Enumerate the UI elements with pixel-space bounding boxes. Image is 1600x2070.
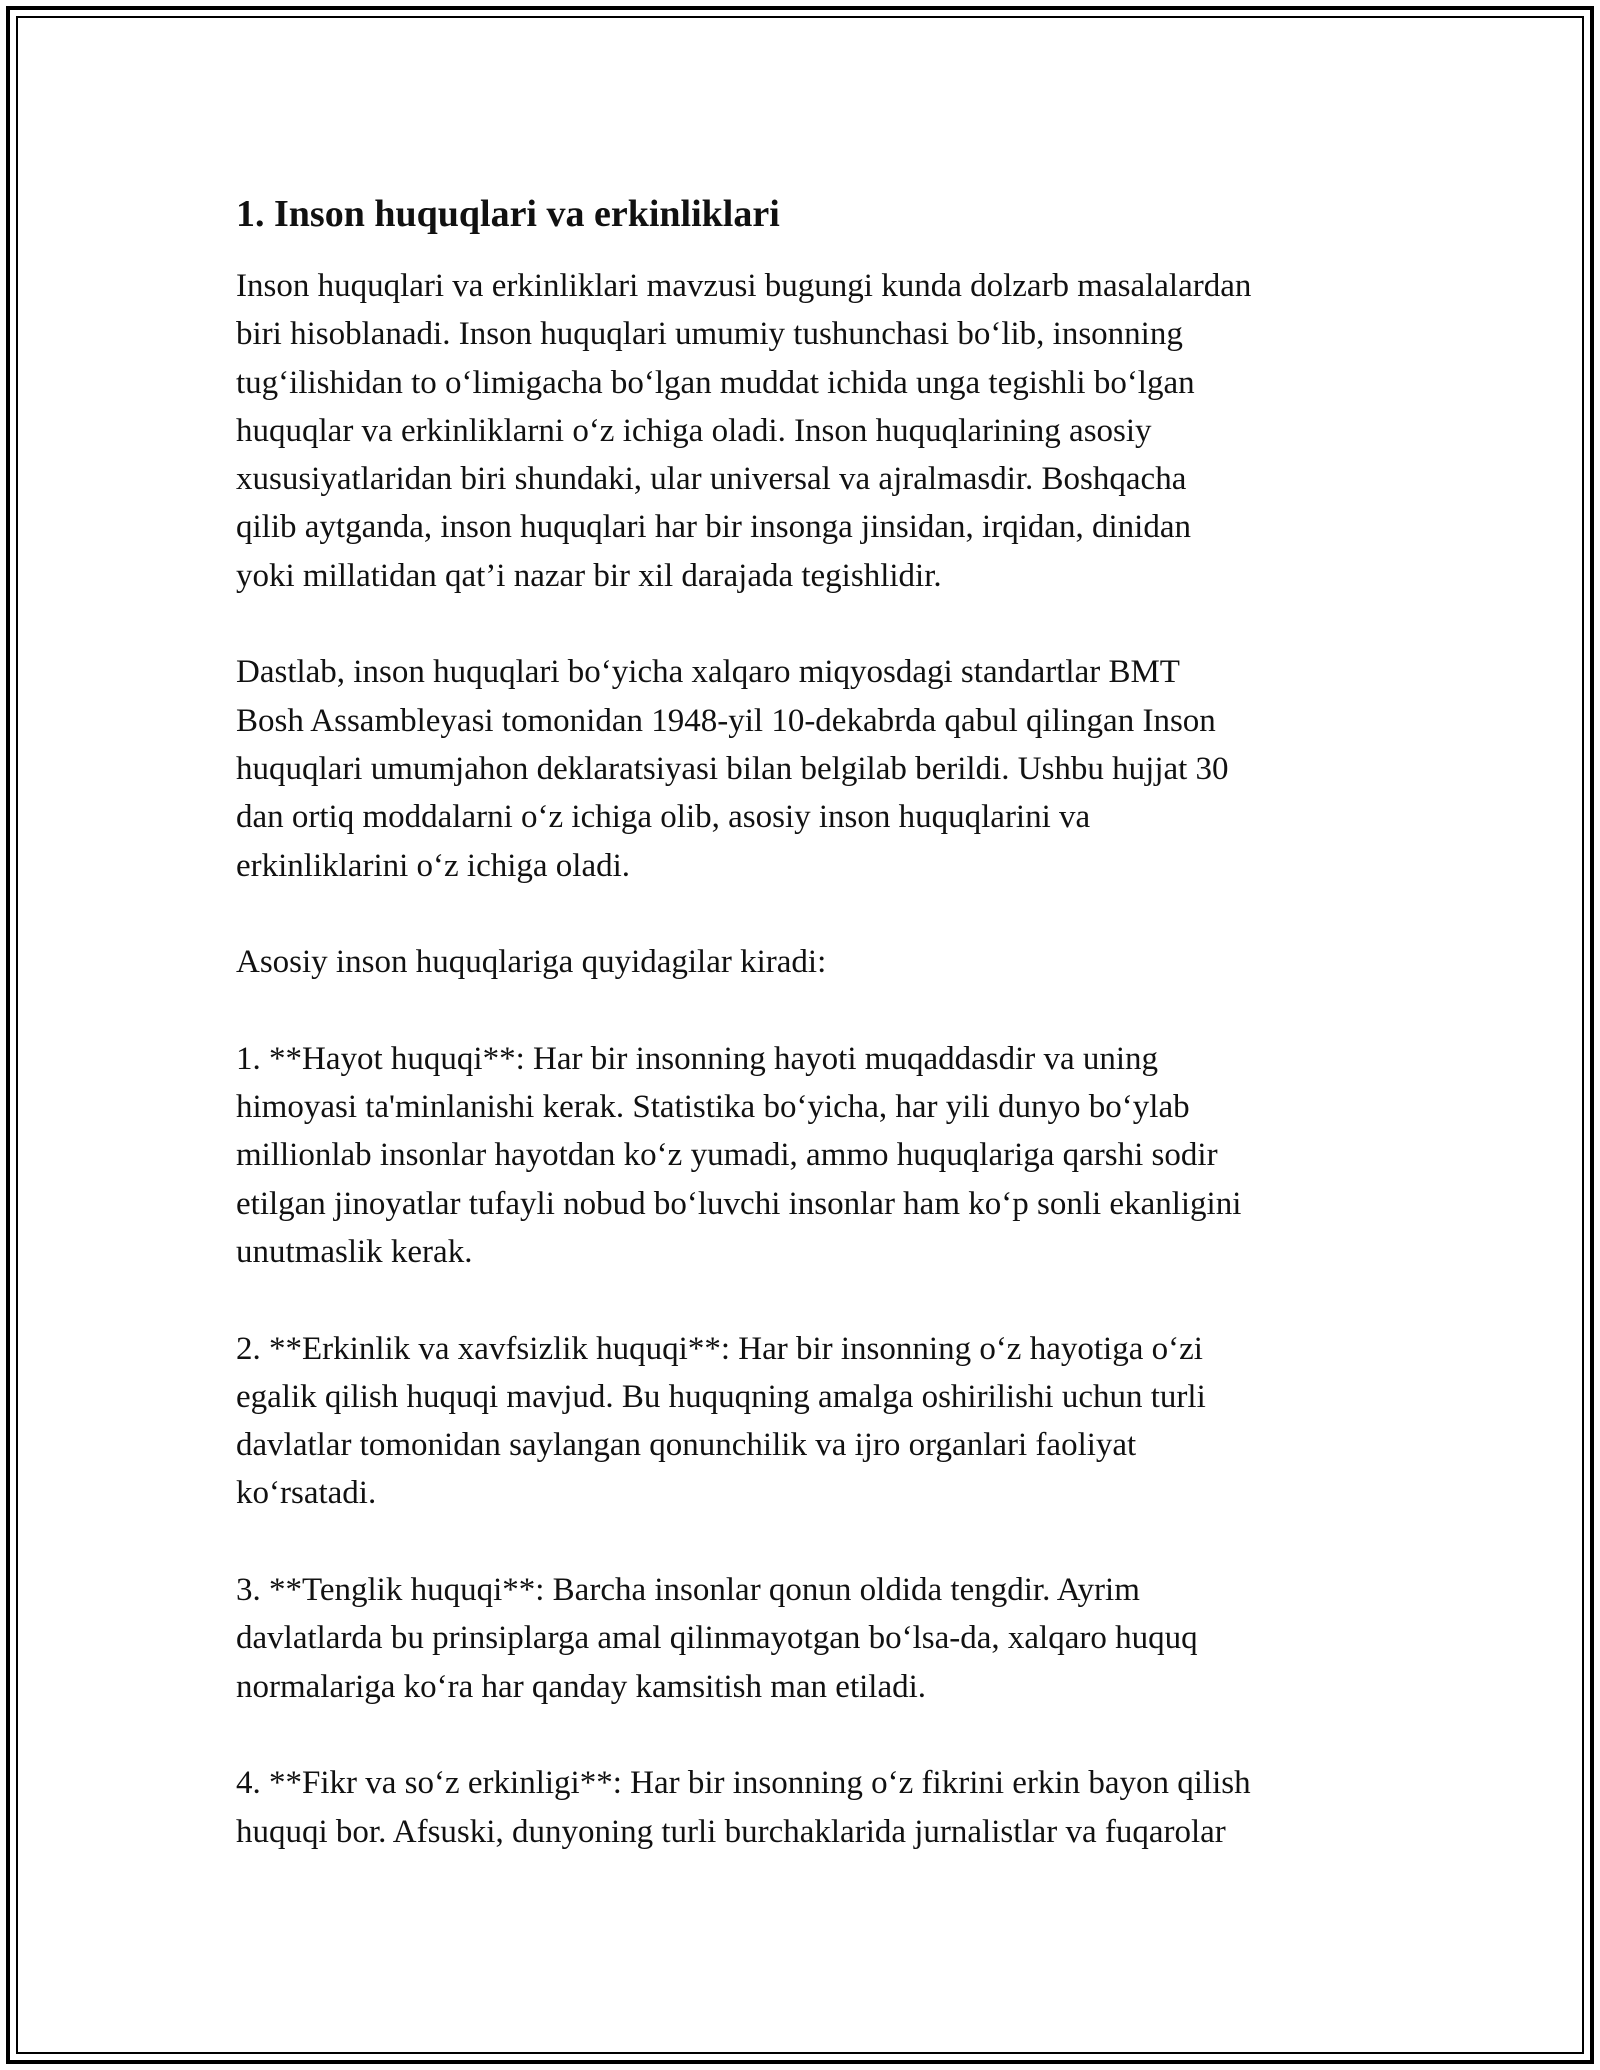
text-line: huquqlari umumjahon deklaratsiyasi bilan belgilab berildi. Ushbu hujjat 30 [236,750,1229,787]
paragraph [236,1035,1386,1276]
document-body [236,186,1386,1856]
section-heading: 1. Inson huquqlari va erkinliklari [236,193,780,235]
text-line: egalik qilish huquqi mavjud. Bu huquqning amalga oshirilishi uchun turli [236,1378,1206,1415]
text-line: huquqlar va erkinliklarni oʻz ichiga oladi. Inson huquqlarining asosiy [236,412,1152,449]
paragraph-spacer [236,1711,1386,1759]
paragraph [236,648,1386,889]
text-line: huquqi bor. Afsuski, dunyoning turli burchaklarida jurnalistlar va fuqarolar [236,1813,1226,1850]
text-line: qilib aytganda, inson huquqlari har bir insonga jinsidan, irqidan, dinidan [236,509,1192,546]
text-line: tugʻilishidan to oʻlimigacha boʻlgan muddat ichida unga tegishli boʻlgan [236,364,1195,401]
text-line: koʻrsatadi. [236,1475,377,1512]
text-line: yoki millatidan qat’i nazar bir xil darajada tegishlidir. [236,557,942,594]
text-line: unutmaslik kerak. [236,1233,473,1270]
paragraph-spacer [236,986,1386,1034]
text-line: Asosiy inson huquqlariga quyidagilar kiradi: [236,944,827,981]
paragraphs-container [236,262,1386,1856]
paragraph [236,262,1386,600]
text-line: 3. **Tenglik huquqi**: Barcha insonlar qonun oldida tengdir. Ayrim [236,1572,1140,1609]
paragraph-spacer [236,1518,1386,1566]
text-line: normalariga koʻra har qanday kamsitish man etiladi. [236,1668,927,1705]
text-line: biri hisoblanadi. Inson huquqlari umumiy tushunchasi boʻlib, insonning [236,316,1183,353]
paragraph [236,1325,1386,1518]
text-line: davlatlar tomonidan saylangan qonunchilik va ijro organlari faoliyat [236,1427,1137,1464]
text-line: 4. **Fikr va soʻz erkinligi**: Har bir insonning oʻz fikrini erkin bayon qilish [236,1765,1251,1802]
text-line: erkinliklarini oʻz ichiga oladi. [236,847,631,884]
paragraph-spacer [236,890,1386,938]
paragraph [236,1566,1386,1711]
text-line: Inson huquqlari va erkinliklari mavzusi bugungi kunda dolzarb masalalardan [236,268,1252,304]
text-line: xususiyatlaridan biri shundaki, ular universal va ajralmasdir. Boshqacha [236,461,1187,498]
text-line: Dastlab, inson huquqlari boʻyicha xalqaro miqyosdagi standartlar BMT [236,654,1180,691]
paragraph [236,938,1386,986]
paragraph [236,1759,1386,1856]
paragraph-spacer [236,600,1386,648]
text-line: davlatlarda bu prinsiplarga amal qilinmayotgan boʻlsa-da, xalqaro huquq [236,1620,1198,1657]
heading-spacer [236,242,1386,262]
paragraph-spacer [236,1276,1386,1324]
text-line: Bosh Assambleyasi tomonidan 1948-yil 10-dekabrda qabul qilingan Inson [236,702,1216,739]
text-line: millionlab insonlar hayotdan koʻz yumadi, ammo huquqlariga qarshi sodir [236,1137,1218,1174]
text-line: himoyasi ta'minlanishi kerak. Statistika boʻyicha, har yili dunyo boʻylab [236,1089,1190,1126]
text-line: etilgan jinoyatlar tufayli nobud boʻluvchi insonlar ham koʻp sonli ekanligini [236,1185,1242,1222]
text-line: dan ortiq moddalarni oʻz ichiga olib, asosiy inson huquqlarini va [236,799,1091,836]
text-line: 1. **Hayot huquqi**: Har bir insonning hayoti muqaddasdir va uning [236,1040,1159,1077]
text-line: 2. **Erkinlik va xavfsizlik huquqi**: Har bir insonning oʻz hayotiga oʻzi [236,1330,1203,1367]
